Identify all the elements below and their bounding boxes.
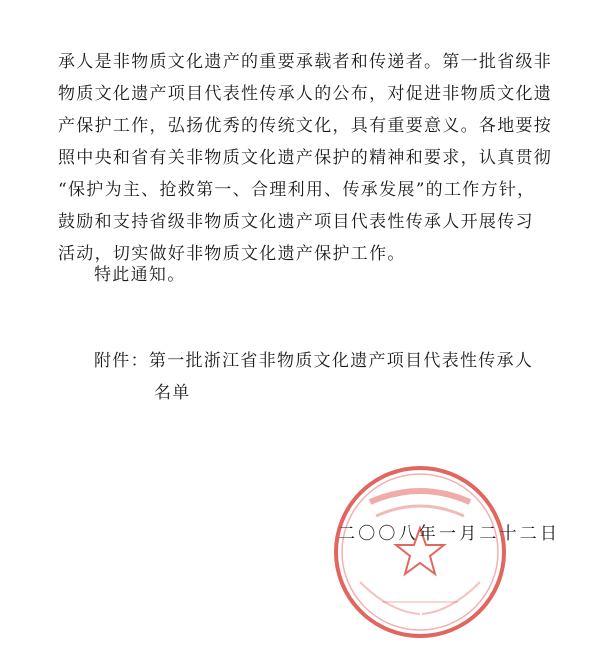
document-date: 二〇〇八年一月二十二日	[338, 524, 561, 544]
attachment-row	[94, 345, 564, 377]
attachment-title: 第一批浙江省非物质文化遗产项目代表性传承人	[148, 351, 534, 371]
body-line: 活动，切实做好非物质文化遗产保护工作。	[58, 244, 406, 264]
official-seal-icon	[330, 462, 510, 642]
body-line: 照中央和省有关非物质文化遗产保护的精神和要求，认真贯彻	[58, 148, 553, 168]
body-line: 产保护工作，弘扬优秀的传统文化，具有重要意义。各地要按	[58, 116, 553, 136]
attachment-label: 附件：	[94, 351, 149, 371]
body-line: 鼓励和支持省级非物质文化遗产项目代表性传承人开展传习	[58, 212, 534, 232]
attachment-title-continued: 名单	[154, 383, 191, 403]
attachment-block	[94, 345, 564, 409]
body-line: 承人是非物质文化遗产的重要承载者和传递者。第一批省级非	[58, 52, 553, 72]
notice-text: 特此通知。	[94, 265, 186, 285]
body-line: “保护为主、抢救第一、合理利用、传承发展”的工作方针，	[58, 180, 536, 200]
body-line: 物质文化遗产项目代表性传承人的公布，对促进非物质文化遗	[58, 84, 553, 104]
body-paragraph	[58, 46, 558, 270]
